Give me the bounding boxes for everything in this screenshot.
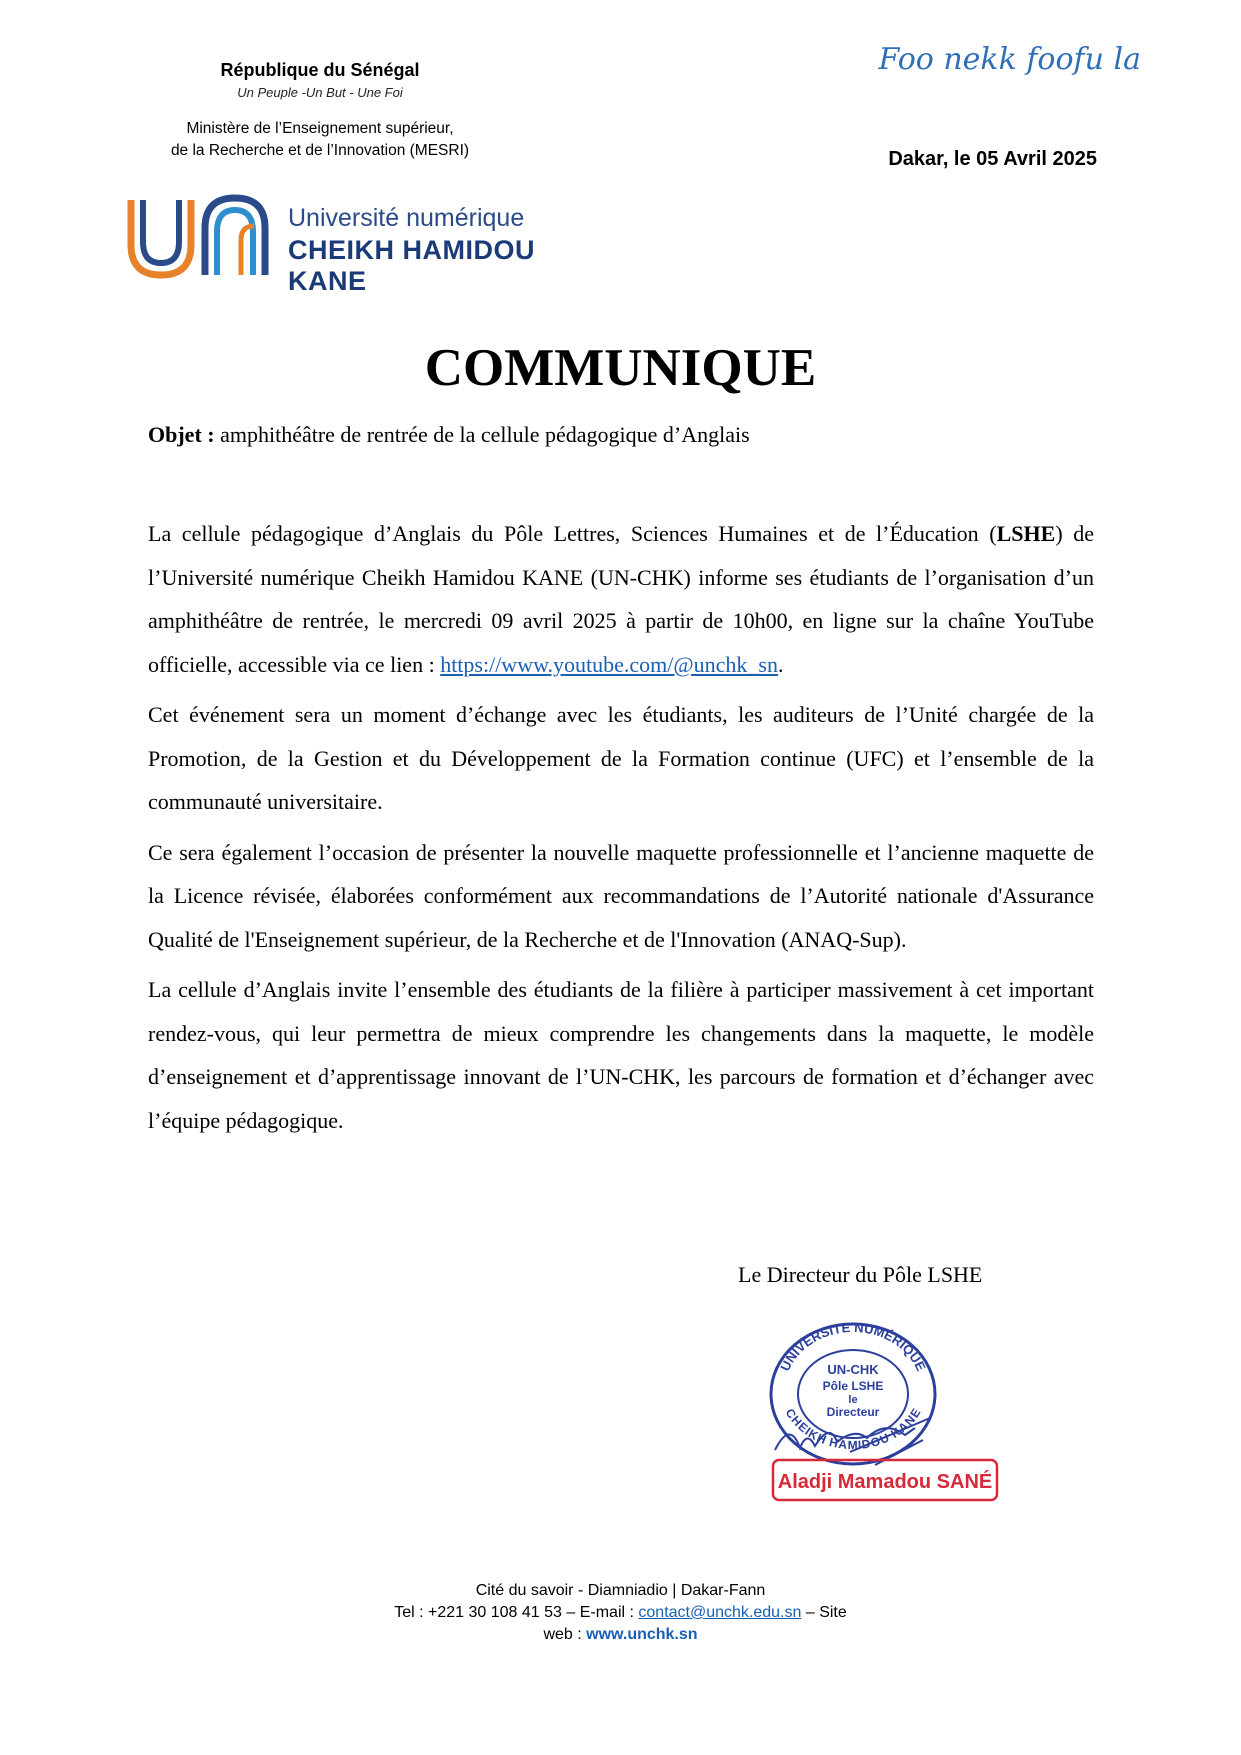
p1-text-b: ) de l’Université numérique Cheikh Hamidou KANE (UN-CHK) informe ses étudiants de l’organisation d’un amphithéâtre de rentrée, le mercredi 09 avril 2025 à partir de 10h00, en ligne sur la chaîne YouTube officielle, accessible via ce lien :: [148, 521, 1094, 677]
official-stamp: [755, 1310, 1015, 1510]
university-logo: [123, 190, 543, 296]
logo-line2: CHEIKH HAMIDOU KANE: [288, 235, 535, 296]
footer-web: [0, 1624, 1241, 1646]
footer-contact: [0, 1602, 1241, 1624]
national-motto: Un Peuple -Un But - Une Foi: [237, 85, 403, 100]
stamp-inner-4: Directeur: [826, 1405, 880, 1419]
footer-tel: Tel : +221 30 108 41 53 – E-mail :: [394, 1604, 639, 1621]
stamp-name: Aladji Mamadou SANÉ: [777, 1471, 993, 1493]
p1-text-a: La cellule pédagogique d’Anglais du Pôle Lettres, Sciences Humaines et de l’Éducation (: [148, 521, 997, 546]
document-date: Dakar, le 05 Avril 2025: [888, 148, 1097, 170]
paragraph-3: Ce sera également l’occasion de présenter la nouvelle maquette professionnelle et l’ancienne maquette de la Licence révisée, élaborées conformément aux recommandations de l’Autorité nationale d'Assurance Qualité de l'Enseignement supérieur, de la Recherche et de l'Innovation (ANAQ-Sup).: [148, 839, 1094, 952]
footer-web-link[interactable]: www.unchk.sn: [586, 1626, 698, 1643]
stamp-inner-1: UN-CHK: [827, 1362, 879, 1377]
footer: [0, 1580, 1241, 1646]
paragraph-4: La cellule d’Anglais invite l’ensemble des étudiants de la filière à participer massivement à cet important rendez-vous, qui leur permettra de mieux comprendre les changements dans la maquette, le modèle d’enseignement et d’apprentissage innovant de l’UN-CHK, les parcours de formation et d’échanger avec l’équipe pédagogique.: [148, 977, 1094, 1133]
signature-title: Le Directeur du Pôle LSHE: [738, 1262, 983, 1287]
footer-site-label: – Site: [801, 1604, 847, 1621]
ministry-line2: de la Recherche et de l’Innovation (MESRI): [170, 142, 470, 159]
stamp-inner-3: le: [848, 1394, 858, 1406]
un-logo-icon: [123, 190, 283, 280]
footer-address: Cité du savoir - Diamniadio | Dakar-Fann: [475, 1582, 766, 1599]
ministry-name: [130, 118, 510, 162]
youtube-link[interactable]: https://www.youtube.com/@unchk_sn: [440, 651, 778, 677]
logo-line1: Université numérique: [288, 204, 525, 232]
ministry-line1: Ministère de l’Enseignement supérieur,: [186, 120, 454, 137]
document-body: [148, 512, 1094, 1149]
footer-email-link[interactable]: contact@unchk.edu.sn: [638, 1604, 802, 1621]
slogan: Foo nekk foofu la: [878, 42, 1141, 77]
p1-bold: LSHE: [996, 521, 1056, 546]
subject-label: Objet :: [148, 422, 215, 447]
stamp-arc-bottom: CHEIKH HAMIDOU KANE: [782, 1406, 924, 1453]
stamp-arc-top: UNIVERSITE NUMÉRIQUE: [777, 1319, 929, 1374]
republic-name: République du Sénégal: [220, 60, 420, 80]
paragraph-1: [148, 512, 1094, 686]
page-title: COMMUNIQUE: [424, 339, 817, 397]
p1-end: .: [778, 651, 784, 677]
subject-line: [148, 422, 750, 448]
paragraph-2: Cet événement sera un moment d’échange avec les étudiants, les auditeurs de l’Unité chargée de la Promotion, de la Gestion et du Développement de la Formation continue (UFC) et l’ensemble de la communauté universitaire.: [148, 702, 1094, 814]
stamp-inner-2: Pôle LSHE: [822, 1379, 884, 1393]
footer-web-label: web :: [543, 1626, 587, 1643]
logo-text: [288, 204, 543, 297]
header-institution: [130, 60, 510, 162]
subject-text: amphithéâtre de rentrée de la cellule pédagogique d’Anglais: [214, 422, 750, 447]
